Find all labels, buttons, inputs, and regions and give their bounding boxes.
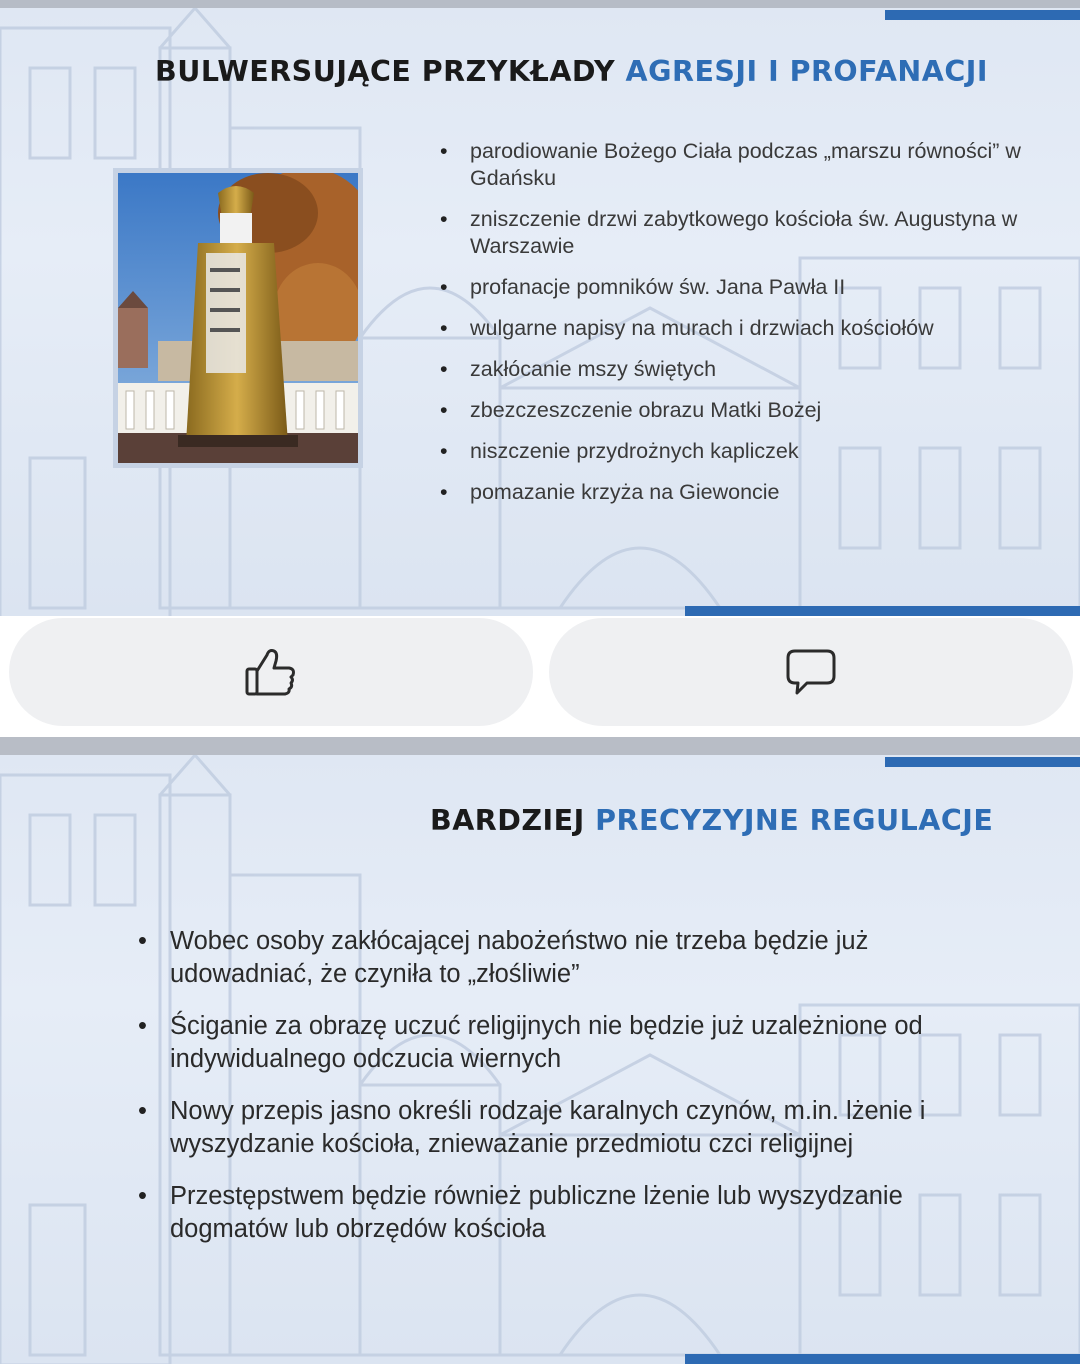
list-item: • zniszczenie drzwi zabytkowego kościoła św. Augustyna w Warszawie <box>470 206 1045 260</box>
list-item: • zbezczeszczenie obrazu Matki Bożej <box>470 397 1045 424</box>
post-divider <box>0 737 1080 755</box>
list-item: • zakłócanie mszy świętych <box>470 356 1045 383</box>
accent-bar-top <box>885 757 1080 767</box>
list-item: • wulgarne napisy na murach i drzwiach kościołów <box>470 315 1045 342</box>
comment-button[interactable] <box>549 618 1073 726</box>
slide-2-title-dark: BARDZIEJ <box>430 804 585 837</box>
list-item: • niszczenie przydrożnych kapliczek <box>470 438 1045 465</box>
statue-image <box>118 173 358 463</box>
list-item: • Ściganie za obrazę uczuć religijnych nie będzie już uzależnione od indywidualnego odczucia wiernych <box>170 1010 990 1076</box>
accent-bar-bottom <box>685 606 1080 616</box>
list-item: • parodiowanie Bożego Ciała podczas „marszu równości” w Gdańsku <box>470 138 1045 192</box>
slide-1-title-dark: BULWERSUJĄCE PRZYKŁADY <box>155 55 616 88</box>
slide-2-title <box>430 804 993 837</box>
list-item: • Przestępstwem będzie również publiczne lżenie lub wyszydzanie dogmatów lub obrzędów kościoła <box>170 1180 990 1246</box>
comment-bubble-icon <box>785 647 837 697</box>
thumbs-up-icon <box>245 647 297 697</box>
list-item: • Wobec osoby zakłócającej nabożeństwo nie trzeba będzie już udowadniać, że czyniła to „złośliwie” <box>170 925 990 991</box>
accent-bar-bottom <box>685 1354 1080 1364</box>
slide-2-title-blue: PRECYZYJNE REGULACJE <box>595 804 994 837</box>
slide-1-title <box>155 55 988 88</box>
like-button[interactable] <box>9 618 533 726</box>
list-item: • pomazanie krzyża na Giewoncie <box>470 479 1045 506</box>
top-strip <box>0 0 1080 8</box>
statue-photo <box>113 168 363 468</box>
accent-bar-top <box>885 10 1080 20</box>
list-item: • profanacje pomników św. Jana Pawła II <box>470 274 1045 301</box>
slide-1-bullet-list <box>470 138 1045 520</box>
slide-1-title-blue: AGRESJI I PROFANACJI <box>625 55 988 88</box>
slide-2-bullet-list <box>170 925 990 1265</box>
post-action-bar <box>0 616 1080 737</box>
list-item: • Nowy przepis jasno określi rodzaje karalnych czynów, m.in. lżenie i wyszydzanie kościoła, znieważanie przedmiotu czci religijnej <box>170 1095 990 1161</box>
